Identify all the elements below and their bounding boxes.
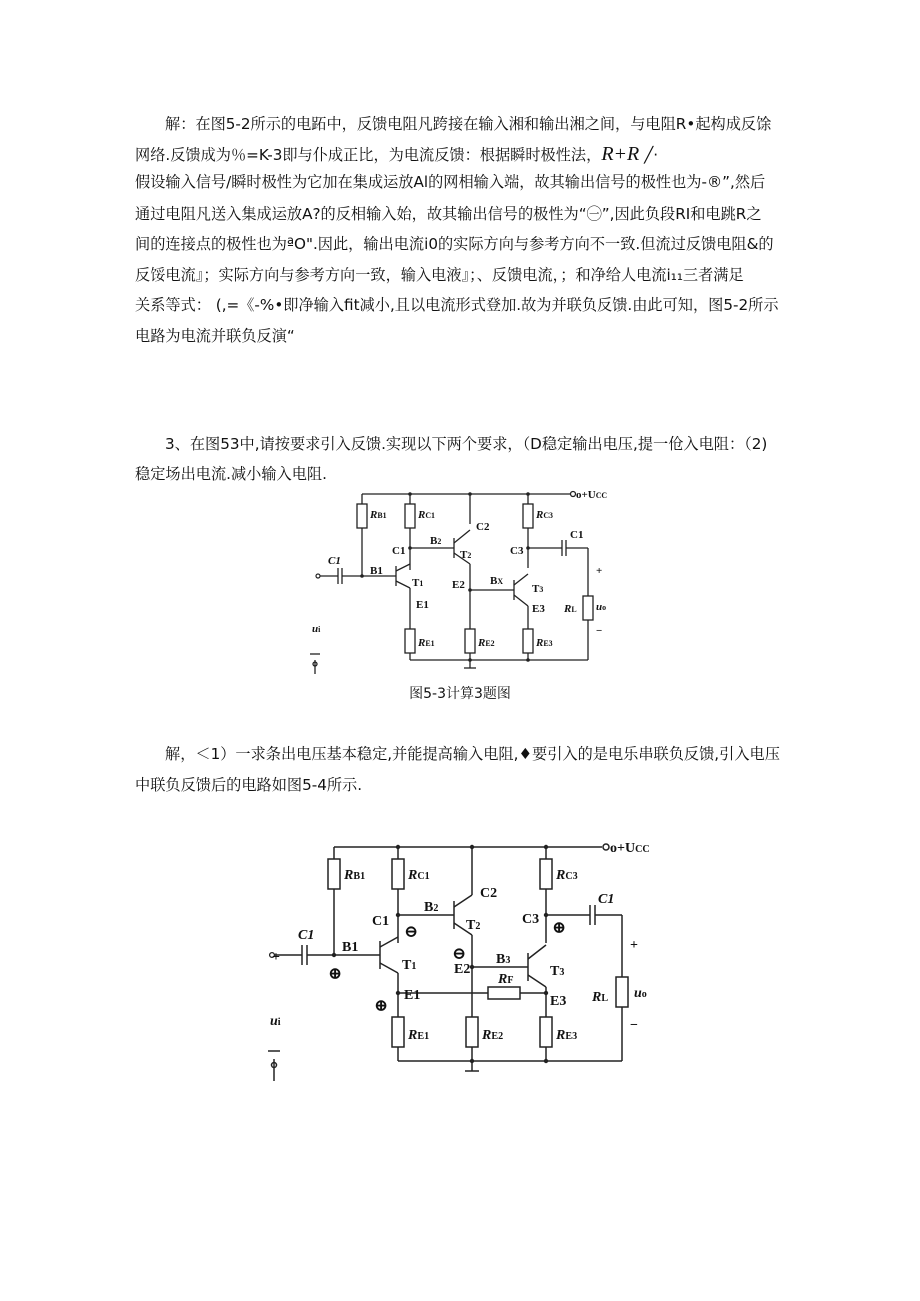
vcc-label: o+UCC [576, 489, 608, 501]
svg-text:uo: uo [596, 601, 607, 613]
svg-text:T2: T2 [466, 918, 481, 933]
polarity-minus-e2: ⊖ [452, 944, 467, 963]
svg-text:RE1: RE1 [418, 637, 435, 649]
svg-text:RF: RF [498, 972, 514, 987]
problem3-line2: 稳定场出电流.减小输入电阻. [135, 464, 327, 483]
svg-text:+: + [272, 950, 280, 965]
svg-text:C1: C1 [598, 892, 615, 907]
svg-text:T1: T1 [412, 577, 424, 589]
svg-text:C1: C1 [372, 914, 390, 929]
svg-text:T1: T1 [402, 958, 417, 973]
svg-text:−: − [630, 1018, 638, 1033]
solution-paragraph-1 [135, 111, 790, 350]
solution1-line6: 反馁电流』；实际方向与参考方向一致，输入电液』；、反馈电流，；和净给人电流i₁₁三者满足 [135, 265, 744, 284]
svg-text:C1: C1 [328, 555, 341, 567]
svg-text:E3: E3 [550, 994, 567, 1009]
svg-text:−: − [596, 625, 603, 637]
polarity-plus-b1: ⊕ [328, 964, 343, 983]
solution1-line1: 解：在图5-2所示的电跖中，反馈电阻凡跨接在输入湘和输出湘之间，与电阻R•起构成反馀 [165, 115, 772, 133]
svg-text:C2: C2 [480, 886, 498, 901]
svg-text:E1: E1 [416, 599, 429, 611]
svg-text:RL: RL [592, 990, 609, 1005]
svg-text:RE2: RE2 [482, 1028, 504, 1043]
svg-text:T2: T2 [460, 549, 472, 561]
svg-text:T3: T3 [550, 964, 565, 979]
formula-r-plus-r: R+R [601, 142, 640, 165]
solution-paragraph-2 [135, 741, 790, 799]
formula-tail: ╱· [644, 145, 659, 164]
circuit-figure-5-3 [300, 484, 630, 679]
solution1-line5: 间的连接点的极性也为ªO".因此，输出电流i0的实际方向与参考方向不一致.但流过反馈电阻&的 [135, 235, 774, 253]
svg-text:BX: BX [490, 575, 504, 587]
svg-text:E2: E2 [452, 579, 465, 591]
figure-caption: 图5-3计算3题图 [409, 686, 511, 702]
svg-text:T3: T3 [532, 583, 544, 595]
polarity-minus-c1: ⊖ [404, 922, 419, 941]
solution1-line4: 通过电阻凡送入集成运放A?的反相输入始，故其输出信号的极性为“㊀”,因此负段RI和电跳R之 [135, 204, 762, 223]
svg-text:C1: C1 [392, 545, 406, 557]
svg-text:RL: RL [564, 603, 577, 615]
svg-text:C3: C3 [522, 912, 540, 927]
svg-text:C1: C1 [298, 928, 315, 943]
svg-text:E2: E2 [454, 962, 471, 977]
svg-text:ui: ui [270, 1014, 281, 1029]
svg-text:B1: B1 [342, 940, 359, 955]
solution1-line3: 假设输入信号/瞬时极性为它加在集成运放Al的网相输入端，故其输出信号的极性也为-®”,然后 [135, 173, 766, 191]
svg-text:C3: C3 [510, 545, 524, 557]
svg-text:RE2: RE2 [478, 637, 495, 649]
svg-text:RB1: RB1 [370, 509, 387, 521]
svg-text:uo: uo [634, 986, 647, 1001]
solution2-line1: 解，＜1）一求条出电压基本稳定,并能提高输入电阻,♦要引入的是电乐串联负反馈,引入电压 [165, 745, 780, 763]
svg-text:RE3: RE3 [556, 1028, 578, 1043]
svg-text:RC1: RC1 [408, 868, 430, 883]
solution1-line8: 电路为电流并联负反演“ [135, 326, 295, 345]
solution2-line2: 中联负反馈后的电路如图5-4所示. [135, 775, 363, 794]
svg-text:ui: ui [312, 623, 321, 635]
solution1-line7: 关系等式： (,=《-%•即净输入fit减小,且以电流形式登加.故为并联负反馈.由此可知，图5-2所示 [135, 296, 779, 314]
svg-text:+: + [630, 938, 638, 953]
svg-text:RE3: RE3 [536, 637, 553, 649]
svg-text:C2: C2 [476, 521, 490, 533]
svg-text:RB1: RB1 [344, 868, 366, 883]
svg-text:B1: B1 [370, 565, 383, 577]
svg-text:RC3: RC3 [536, 509, 554, 521]
svg-text:E3: E3 [532, 603, 545, 615]
polarity-plus-c3: ⊕ [552, 918, 567, 937]
svg-text:B2: B2 [430, 535, 442, 547]
svg-text:+: + [596, 565, 603, 577]
polarity-plus-e1: ⊕ [374, 996, 389, 1015]
problem3-line1: 3、在图53中,请按要求引入反馈.实现以下两个要求，（D稳定输出电压,提一伧入电阻：（2) [165, 435, 768, 453]
svg-text:C1: C1 [570, 529, 584, 541]
vcc-label-2: o+UCC [610, 841, 650, 856]
problem-3 [135, 431, 790, 488]
solution1-line2: 网络.反馈成为％=K-3即与仆成正比，为电流反馈：根据瞬时极性法， [135, 145, 602, 164]
svg-text:RE1: RE1 [408, 1028, 430, 1043]
svg-text:RC1: RC1 [418, 509, 436, 521]
circuit-figure-5-4 [262, 833, 672, 1093]
svg-text:E1: E1 [404, 988, 421, 1003]
svg-text:RC3: RC3 [556, 868, 578, 883]
svg-text:B2: B2 [424, 900, 439, 915]
svg-text:B3: B3 [496, 952, 511, 967]
